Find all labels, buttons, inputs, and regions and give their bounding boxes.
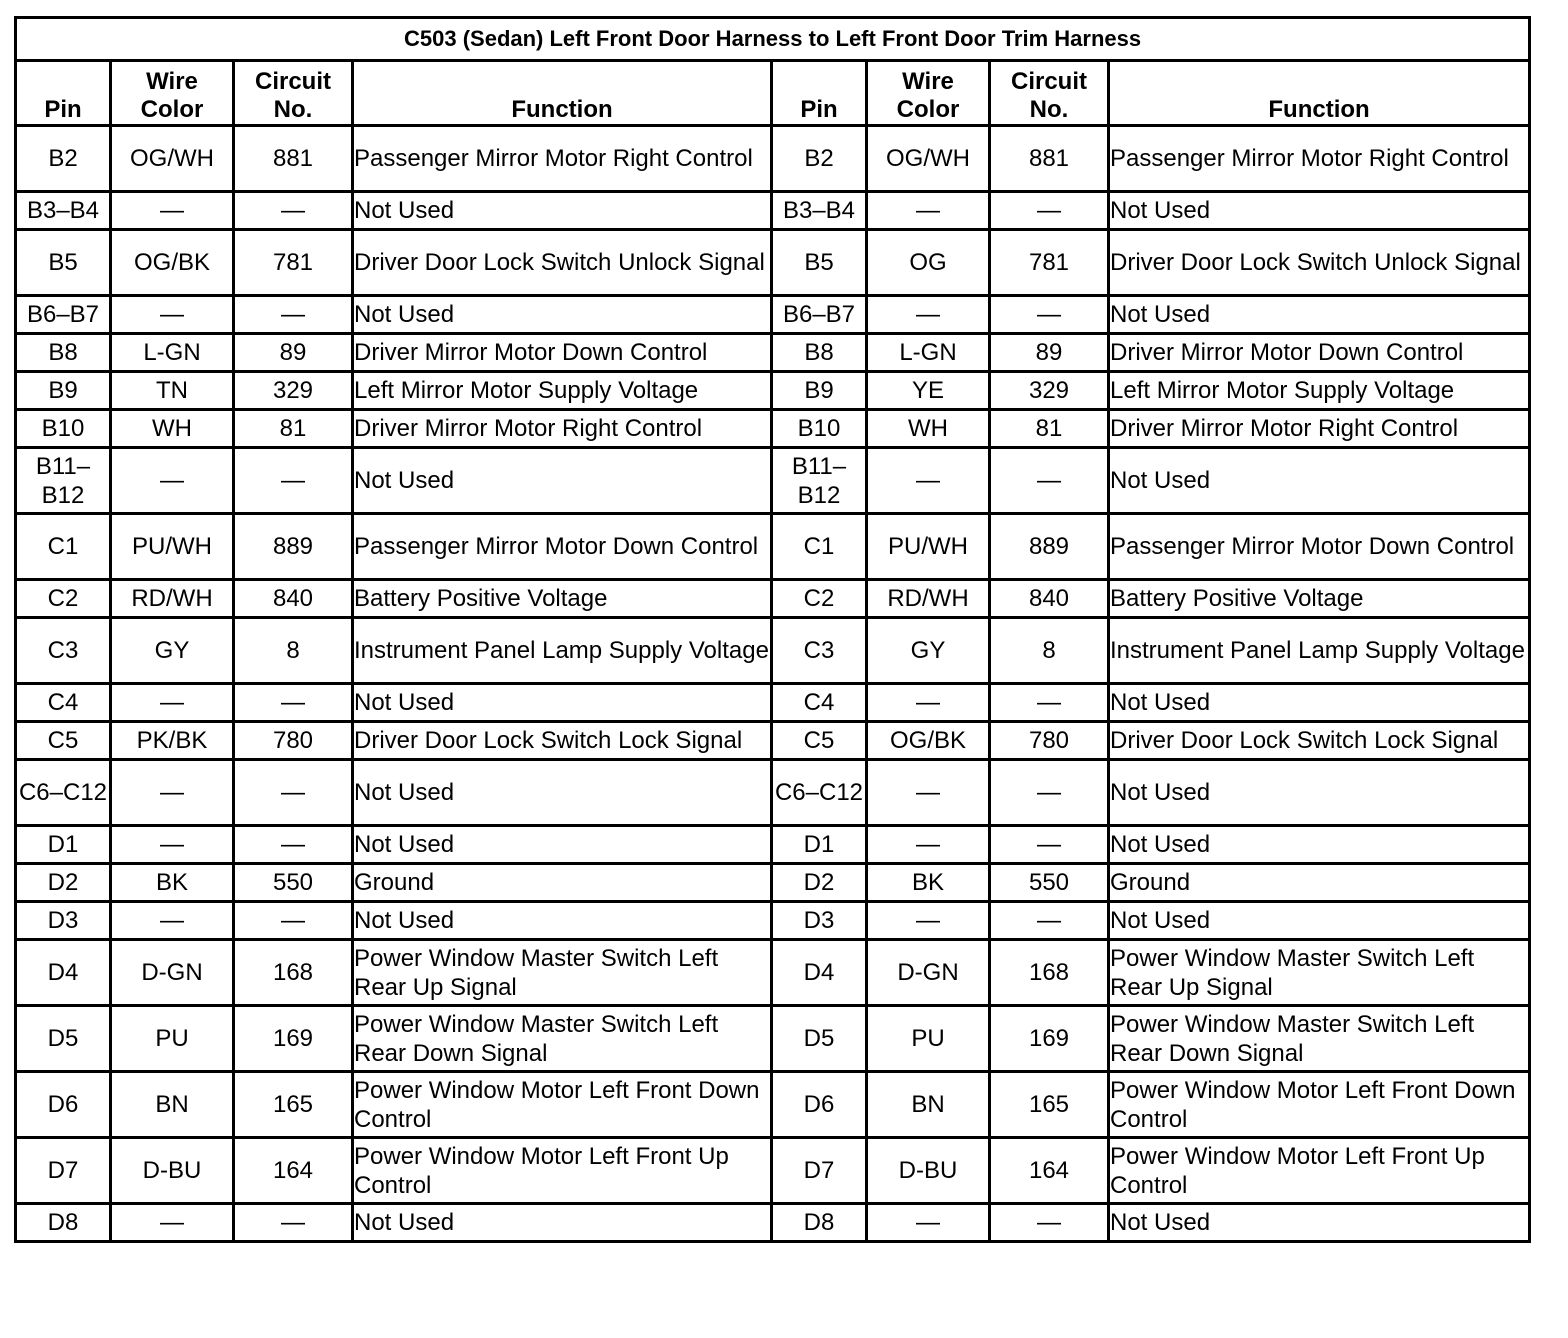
pin-cell-right: B9	[772, 372, 867, 410]
pin-cell-right: B10	[772, 410, 867, 448]
function-cell-left: Passenger Mirror Motor Down Control	[353, 514, 772, 580]
function-cell-left: Ground	[353, 864, 772, 902]
function-cell-right: Not Used	[1109, 192, 1530, 230]
wire-color-cell-right: OG	[867, 230, 990, 296]
pin-cell-left: B5	[16, 230, 111, 296]
function-cell-right: Power Window Master Switch Left Rear Up Signal	[1109, 940, 1530, 1006]
connector-pinout-table	[14, 16, 1531, 1243]
pin-cell-right: C2	[772, 580, 867, 618]
pin-cell-left: B11–B12	[16, 448, 111, 514]
wire-color-cell-right: —	[867, 1204, 990, 1242]
wire-color-cell-left: OG/WH	[111, 126, 234, 192]
wire-color-cell-left: WH	[111, 410, 234, 448]
pin-cell-right: D2	[772, 864, 867, 902]
pin-cell-left: D3	[16, 902, 111, 940]
wire-color-cell-right: BN	[867, 1072, 990, 1138]
function-cell-right: Not Used	[1109, 902, 1530, 940]
pin-cell-left: C5	[16, 722, 111, 760]
wire-color-cell-right: —	[867, 826, 990, 864]
circuit-no-cell-left: —	[234, 296, 353, 334]
pin-cell-left: D8	[16, 1204, 111, 1242]
header-function-right: Function	[1109, 61, 1530, 126]
circuit-no-cell-right: —	[990, 192, 1109, 230]
table-row	[16, 722, 1530, 760]
circuit-no-cell-left: —	[234, 826, 353, 864]
circuit-no-cell-right: —	[990, 448, 1109, 514]
wire-color-cell-right: L-GN	[867, 334, 990, 372]
pin-cell-left: C2	[16, 580, 111, 618]
table-row	[16, 514, 1530, 580]
circuit-no-cell-left: —	[234, 1204, 353, 1242]
function-cell-right: Passenger Mirror Motor Down Control	[1109, 514, 1530, 580]
function-cell-right: Driver Mirror Motor Right Control	[1109, 410, 1530, 448]
wire-color-cell-right: OG/WH	[867, 126, 990, 192]
table-title: C503 (Sedan) Left Front Door Harness to Left Front Door Trim Harness	[16, 18, 1530, 61]
circuit-no-cell-left: 8	[234, 618, 353, 684]
circuit-no-cell-right: 780	[990, 722, 1109, 760]
pin-cell-left: B9	[16, 372, 111, 410]
wire-color-cell-right: —	[867, 448, 990, 514]
table-row	[16, 372, 1530, 410]
header-circuit-no-right: Circuit No.	[990, 61, 1109, 126]
function-cell-left: Power Window Master Switch Left Rear Down Signal	[353, 1006, 772, 1072]
circuit-no-cell-left: —	[234, 760, 353, 826]
function-cell-right: Battery Positive Voltage	[1109, 580, 1530, 618]
circuit-no-cell-left: 840	[234, 580, 353, 618]
circuit-no-cell-left: 781	[234, 230, 353, 296]
wire-color-cell-left: PK/BK	[111, 722, 234, 760]
table-row	[16, 448, 1530, 514]
wire-color-cell-right: YE	[867, 372, 990, 410]
table-row	[16, 1204, 1530, 1242]
wire-color-cell-left: —	[111, 448, 234, 514]
wire-color-cell-left: PU	[111, 1006, 234, 1072]
function-cell-right: Not Used	[1109, 684, 1530, 722]
pin-cell-right: D5	[772, 1006, 867, 1072]
circuit-no-cell-right: 329	[990, 372, 1109, 410]
circuit-no-cell-right: —	[990, 296, 1109, 334]
table-row	[16, 192, 1530, 230]
wire-color-cell-right: OG/BK	[867, 722, 990, 760]
wire-color-cell-right: —	[867, 760, 990, 826]
function-cell-right: Instrument Panel Lamp Supply Voltage	[1109, 618, 1530, 684]
wire-color-cell-right: D-BU	[867, 1138, 990, 1204]
circuit-no-cell-left: 889	[234, 514, 353, 580]
wire-color-cell-left: GY	[111, 618, 234, 684]
wire-color-cell-left: —	[111, 826, 234, 864]
circuit-no-cell-left: 550	[234, 864, 353, 902]
circuit-no-cell-right: 781	[990, 230, 1109, 296]
wire-color-cell-left: —	[111, 1204, 234, 1242]
function-cell-left: Driver Mirror Motor Right Control	[353, 410, 772, 448]
function-cell-right: Not Used	[1109, 826, 1530, 864]
table-row	[16, 864, 1530, 902]
pin-cell-left: C4	[16, 684, 111, 722]
pin-cell-left: B8	[16, 334, 111, 372]
circuit-no-cell-left: 168	[234, 940, 353, 1006]
function-cell-right: Not Used	[1109, 1204, 1530, 1242]
function-cell-left: Passenger Mirror Motor Right Control	[353, 126, 772, 192]
header-wire-color-right: Wire Color	[867, 61, 990, 126]
circuit-no-cell-right: 889	[990, 514, 1109, 580]
pin-cell-left: B6–B7	[16, 296, 111, 334]
function-cell-right: Power Window Motor Left Front Down Control	[1109, 1072, 1530, 1138]
wire-color-cell-right: PU/WH	[867, 514, 990, 580]
pin-cell-right: D6	[772, 1072, 867, 1138]
wire-color-cell-right: —	[867, 296, 990, 334]
circuit-no-cell-right: 168	[990, 940, 1109, 1006]
header-circuit-no-left: Circuit No.	[234, 61, 353, 126]
wire-color-cell-right: GY	[867, 618, 990, 684]
wire-color-cell-left: —	[111, 760, 234, 826]
wire-color-cell-left: TN	[111, 372, 234, 410]
circuit-no-cell-left: 780	[234, 722, 353, 760]
wire-color-cell-left: —	[111, 192, 234, 230]
pin-cell-right: D3	[772, 902, 867, 940]
wire-color-cell-left: —	[111, 902, 234, 940]
circuit-no-cell-left: —	[234, 448, 353, 514]
circuit-no-cell-right: 550	[990, 864, 1109, 902]
circuit-no-cell-right: 164	[990, 1138, 1109, 1204]
connector-table-container	[14, 16, 1528, 1328]
table-row	[16, 826, 1530, 864]
function-cell-left: Power Window Master Switch Left Rear Up Signal	[353, 940, 772, 1006]
function-cell-left: Power Window Motor Left Front Up Control	[353, 1138, 772, 1204]
pin-cell-left: C3	[16, 618, 111, 684]
pin-cell-right: B2	[772, 126, 867, 192]
table-row	[16, 580, 1530, 618]
pin-cell-right: C4	[772, 684, 867, 722]
header-function-left: Function	[353, 61, 772, 126]
header-pin-left: Pin	[16, 61, 111, 126]
function-cell-left: Driver Mirror Motor Down Control	[353, 334, 772, 372]
table-row	[16, 230, 1530, 296]
function-cell-left: Power Window Motor Left Front Down Control	[353, 1072, 772, 1138]
pin-cell-right: B5	[772, 230, 867, 296]
circuit-no-cell-right: 169	[990, 1006, 1109, 1072]
table-row	[16, 126, 1530, 192]
table-row	[16, 334, 1530, 372]
wire-color-cell-left: D-BU	[111, 1138, 234, 1204]
wire-color-cell-right: —	[867, 684, 990, 722]
table-row	[16, 902, 1530, 940]
pin-cell-left: C1	[16, 514, 111, 580]
circuit-no-cell-left: 881	[234, 126, 353, 192]
table-row	[16, 760, 1530, 826]
wire-color-cell-left: BN	[111, 1072, 234, 1138]
circuit-no-cell-right: 881	[990, 126, 1109, 192]
wire-color-cell-right: PU	[867, 1006, 990, 1072]
table-body	[16, 126, 1530, 1242]
pin-cell-left: D5	[16, 1006, 111, 1072]
function-cell-right: Not Used	[1109, 448, 1530, 514]
function-cell-left: Not Used	[353, 296, 772, 334]
function-cell-right: Passenger Mirror Motor Right Control	[1109, 126, 1530, 192]
table-row	[16, 684, 1530, 722]
circuit-no-cell-right: —	[990, 684, 1109, 722]
pin-cell-right: D4	[772, 940, 867, 1006]
circuit-no-cell-left: 81	[234, 410, 353, 448]
pin-cell-left: C6–C12	[16, 760, 111, 826]
table-row	[16, 1138, 1530, 1204]
header-pin-right: Pin	[772, 61, 867, 126]
function-cell-left: Not Used	[353, 826, 772, 864]
table-row	[16, 940, 1530, 1006]
wire-color-cell-right: D-GN	[867, 940, 990, 1006]
wire-color-cell-left: L-GN	[111, 334, 234, 372]
circuit-no-cell-left: 165	[234, 1072, 353, 1138]
function-cell-right: Power Window Motor Left Front Up Control	[1109, 1138, 1530, 1204]
table-row	[16, 1006, 1530, 1072]
circuit-no-cell-right: —	[990, 760, 1109, 826]
pin-cell-left: D7	[16, 1138, 111, 1204]
circuit-no-cell-left: —	[234, 902, 353, 940]
wire-color-cell-right: WH	[867, 410, 990, 448]
function-cell-left: Driver Door Lock Switch Lock Signal	[353, 722, 772, 760]
function-cell-right: Not Used	[1109, 760, 1530, 826]
function-cell-right: Not Used	[1109, 296, 1530, 334]
function-cell-left: Battery Positive Voltage	[353, 580, 772, 618]
circuit-no-cell-right: 8	[990, 618, 1109, 684]
wire-color-cell-left: —	[111, 684, 234, 722]
table-row	[16, 618, 1530, 684]
circuit-no-cell-right: —	[990, 902, 1109, 940]
pin-cell-left: D2	[16, 864, 111, 902]
pin-cell-right: C6–C12	[772, 760, 867, 826]
function-cell-right: Power Window Master Switch Left Rear Down Signal	[1109, 1006, 1530, 1072]
function-cell-right: Driver Door Lock Switch Unlock Signal	[1109, 230, 1530, 296]
function-cell-left: Not Used	[353, 448, 772, 514]
wire-color-cell-right: —	[867, 902, 990, 940]
function-cell-right: Driver Door Lock Switch Lock Signal	[1109, 722, 1530, 760]
circuit-no-cell-right: —	[990, 826, 1109, 864]
pin-cell-right: B6–B7	[772, 296, 867, 334]
table-row	[16, 410, 1530, 448]
pin-cell-right: D7	[772, 1138, 867, 1204]
function-cell-left: Not Used	[353, 192, 772, 230]
function-cell-left: Instrument Panel Lamp Supply Voltage	[353, 618, 772, 684]
pin-cell-left: B3–B4	[16, 192, 111, 230]
wire-color-cell-right: RD/WH	[867, 580, 990, 618]
wire-color-cell-left: RD/WH	[111, 580, 234, 618]
pin-cell-right: D8	[772, 1204, 867, 1242]
circuit-no-cell-left: 164	[234, 1138, 353, 1204]
circuit-no-cell-right: 165	[990, 1072, 1109, 1138]
circuit-no-cell-left: —	[234, 684, 353, 722]
wire-color-cell-left: —	[111, 296, 234, 334]
pin-cell-right: D1	[772, 826, 867, 864]
wire-color-cell-left: OG/BK	[111, 230, 234, 296]
function-cell-right: Left Mirror Motor Supply Voltage	[1109, 372, 1530, 410]
pin-cell-right: B3–B4	[772, 192, 867, 230]
circuit-no-cell-left: —	[234, 192, 353, 230]
circuit-no-cell-left: 89	[234, 334, 353, 372]
wire-color-cell-right: BK	[867, 864, 990, 902]
pin-cell-right: C5	[772, 722, 867, 760]
function-cell-left: Left Mirror Motor Supply Voltage	[353, 372, 772, 410]
wire-color-cell-left: BK	[111, 864, 234, 902]
wire-color-cell-left: PU/WH	[111, 514, 234, 580]
pin-cell-right: C3	[772, 618, 867, 684]
table-row	[16, 1072, 1530, 1138]
pin-cell-left: D4	[16, 940, 111, 1006]
pin-cell-left: B10	[16, 410, 111, 448]
pin-cell-left: B2	[16, 126, 111, 192]
function-cell-right: Driver Mirror Motor Down Control	[1109, 334, 1530, 372]
pin-cell-left: D1	[16, 826, 111, 864]
circuit-no-cell-left: 169	[234, 1006, 353, 1072]
circuit-no-cell-right: 81	[990, 410, 1109, 448]
header-wire-color-left: Wire Color	[111, 61, 234, 126]
function-cell-left: Not Used	[353, 684, 772, 722]
circuit-no-cell-left: 329	[234, 372, 353, 410]
function-cell-left: Not Used	[353, 1204, 772, 1242]
function-cell-left: Not Used	[353, 760, 772, 826]
circuit-no-cell-right: 840	[990, 580, 1109, 618]
wire-color-cell-left: D-GN	[111, 940, 234, 1006]
pin-cell-right: C1	[772, 514, 867, 580]
pin-cell-left: D6	[16, 1072, 111, 1138]
table-row	[16, 296, 1530, 334]
pin-cell-right: B8	[772, 334, 867, 372]
pin-cell-right: B11–B12	[772, 448, 867, 514]
function-cell-right: Ground	[1109, 864, 1530, 902]
circuit-no-cell-right: 89	[990, 334, 1109, 372]
function-cell-left: Not Used	[353, 902, 772, 940]
circuit-no-cell-right: —	[990, 1204, 1109, 1242]
function-cell-left: Driver Door Lock Switch Unlock Signal	[353, 230, 772, 296]
wire-color-cell-right: —	[867, 192, 990, 230]
